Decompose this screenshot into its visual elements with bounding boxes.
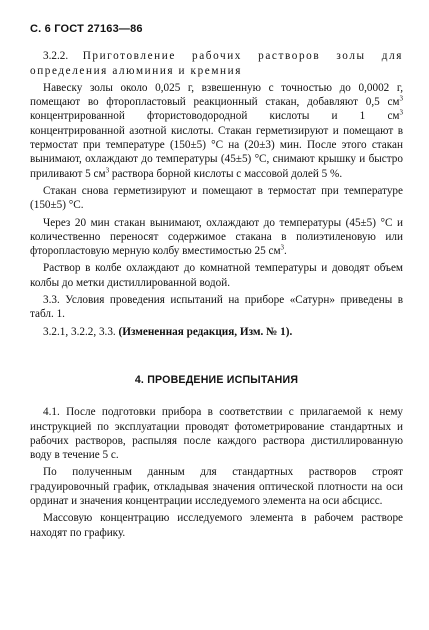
clause-4-1: 4.1. После подготовки прибора в соответствии с прилагаемой к нему инструкцией по эксплуатации проводят фотометрирование стандартных и рабочих растворов, распыляя после каждого раствора дистиллированную воду в течение 5 с.	[30, 406, 403, 462]
clause-3-3: 3.3. Условия проведения испытаний на приборе «Сатурн» приведены в табл. 1.	[30, 294, 403, 321]
clause-4-1-paragraph-2: По полученным данным для стандартных растворов строят градуировочный график, откладывая значения оптической плотности на оси ординат и значения концентрации исследуемого элемента на оси абсцисс.	[30, 466, 403, 508]
clause-3-2-2-title	[30, 49, 403, 78]
clause-title: Приготовление рабочих растворов золы для определения алюминия и кремния	[30, 50, 404, 77]
amendment-label: (Измененная редакция, Изм. № 1).	[118, 325, 293, 338]
page-header: С. 6 ГОСТ 27163—86	[30, 23, 143, 35]
clause-3-2-2-paragraph-1: Навеску золы около 0,025 г, взвешенную с точностью до 0,0002 г, помещают во фторопластовый реакционный стакан, добавляют 0,5 $см^3$ концентрированной фтористоводородной кислоты и 1 $см^3$ концентрированной азотной кислоты. Стакан герметизируют и помещают в термостат при температуре (150±5) °С на (20±3) мин. После этого стакан вынимают, охлаждают до температуры (45±5) °С, снимают крышку и быстро приливают 5 $см^3$ раствора борной кислоты с массовой долей 5 %.	[30, 81, 403, 180]
clause-4-1-paragraph-3: Массовую концентрацию исследуемого элемента в рабочем растворе находят по графику.	[30, 512, 403, 539]
clause-number: 3.2.2.	[43, 50, 69, 63]
clause-3-2-2-paragraph-4: Раствор в колбе охлаждают до комнатной температуры и доводят объем колбы до метки дистиллированной водой.	[30, 262, 403, 289]
amendment-note: 3.2.1, 3.2.2, 3.3. (Измененная редакция, Изм. № 1).	[43, 325, 293, 338]
clause-3-2-2-paragraph-3: Через 20 мин стакан вынимают, охлаждают до температуры (45±5) °С и количественно переносят содержимое стакана в полиэтиленовую или фторопластовую мерную колбу вместимостью 25 $см^3$.	[30, 216, 403, 258]
clause-3-2-2-paragraph-2: Стакан снова герметизируют и помещают в термостат при температуре (150±5) °С.	[30, 184, 403, 212]
section-4-heading: 4. ПРОВЕДЕНИЕ ИСПЫТАНИЯ	[134, 373, 299, 386]
